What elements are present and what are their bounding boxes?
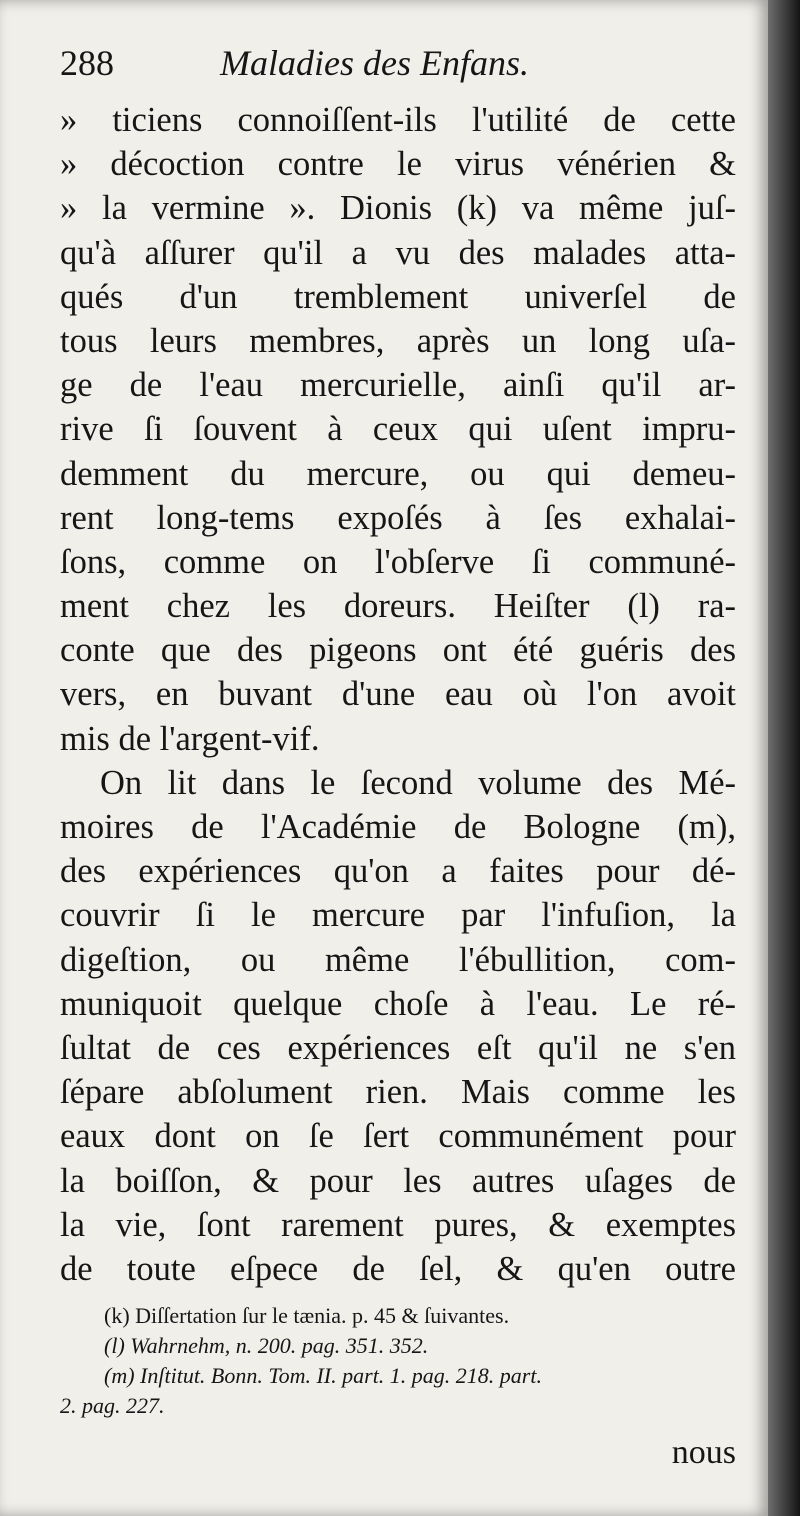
- text-line: digeſtion, ou même l'ébullition, com-: [60, 940, 736, 979]
- text-line: » décoction contre le virus vénérien &: [60, 145, 736, 184]
- footnote-text: Wahrnehm, n. 200. pag. 351. 352.: [130, 1333, 429, 1359]
- footnote-m: [60, 1361, 736, 1391]
- text-line: qués d'un tremblement univerſel de: [60, 277, 736, 316]
- text-line: couvrir ſi le mercure par l'infuſion, la: [60, 896, 736, 935]
- text-line: ſultat de ces expériences eſt qu'il ne s'en: [60, 1028, 736, 1067]
- footnote-label: (l): [104, 1333, 125, 1359]
- footnote-label: (m): [104, 1363, 135, 1389]
- catchword: nous: [671, 1434, 736, 1471]
- text-line: tous leurs membres, après un long uſa-: [60, 321, 736, 360]
- text-line: eaux dont on ſe ſert communément pour: [60, 1117, 736, 1156]
- text-line: demment du mercure, ou qui demeu-: [60, 454, 736, 493]
- footnote-k: [60, 1301, 736, 1331]
- text-line: ſons, comme on l'obſerve ſi communé-: [60, 542, 736, 581]
- text-line: des expériences qu'on a faites pour dé-: [60, 852, 736, 891]
- footnote-text: Diſſertation ſur le tænia. p. 45 & ſuivantes.: [135, 1303, 510, 1329]
- running-title: Maladies des Enfans.: [220, 43, 529, 83]
- footnotes: [60, 1301, 736, 1421]
- text-line: vers, en buvant d'une eau où l'on avoit: [60, 675, 736, 714]
- text-line: la boiſſon, & pour les autres uſages de: [60, 1161, 736, 1200]
- text-line: rent long-tems expoſés à ſes exhalai-: [60, 498, 736, 537]
- text-line: » la vermine ». Dionis (k) va même juſ-: [60, 189, 736, 228]
- text-line: » ticiens connoiſſent-ils l'utilité de cette: [60, 101, 736, 139]
- footnote-m-continuation: 2. pag. 227.: [60, 1393, 165, 1419]
- text-line: mis de l'argent-vif.: [60, 719, 320, 758]
- footnote-l: [60, 1331, 736, 1361]
- page-header: [60, 42, 736, 98]
- text-line: conte que des pigeons ont été guéris des: [60, 631, 736, 670]
- body-text: [60, 98, 736, 1291]
- text-line: ſépare abſolument rien. Mais comme les: [60, 1073, 736, 1112]
- footnote-label: (k): [104, 1303, 130, 1329]
- text-line: ment chez les doreurs. Heiſter (l) ra-: [60, 587, 736, 626]
- text-line: On lit dans le ſecond volume des Mé-: [100, 763, 736, 802]
- text-line: qu'à aſſurer qu'il a vu des malades atta-: [60, 233, 736, 272]
- page-edge-shadow: [768, 0, 800, 1516]
- text-line: la vie, ſont rarement pures, & exemptes: [60, 1205, 736, 1244]
- text-line: moires de l'Académie de Bologne (m),: [60, 808, 736, 846]
- footnote-text: Inſtitut. Bonn. Tom. II. part. 1. pag. 218. part.: [140, 1363, 542, 1389]
- text-line: muniquoit quelque choſe à l'eau. Le ré-: [60, 984, 736, 1023]
- text-line: rive ſi ſouvent à ceux qui uſent impru-: [60, 410, 736, 449]
- text-line: ge de l'eau mercurielle, ainſi qu'il ar-: [60, 366, 736, 405]
- page-text: [60, 42, 736, 1471]
- text-line: de toute eſpece de ſel, & qu'en outre: [60, 1249, 736, 1288]
- page-number: 288: [60, 43, 114, 83]
